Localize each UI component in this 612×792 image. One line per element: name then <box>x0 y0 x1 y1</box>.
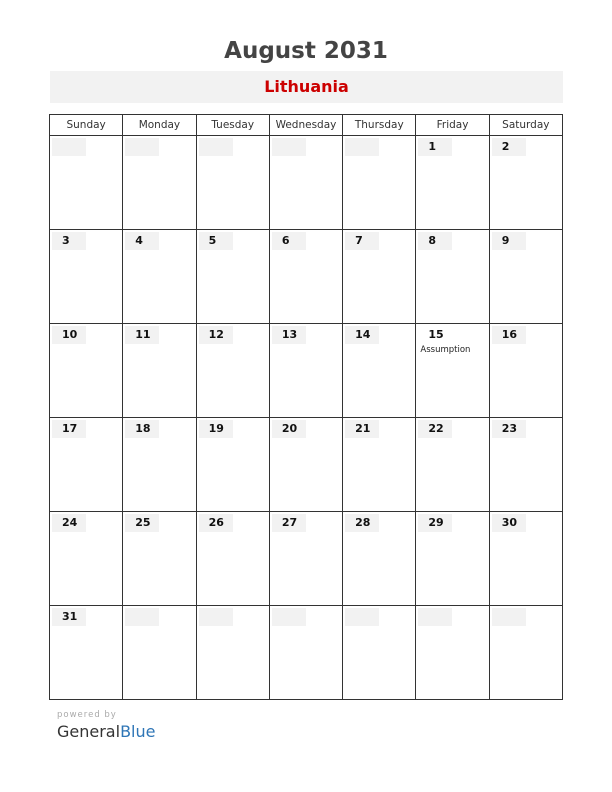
day-cell <box>416 606 489 700</box>
day-number <box>492 608 526 626</box>
day-cell <box>489 418 562 512</box>
day-cell <box>416 230 489 324</box>
day-cell <box>343 324 416 418</box>
day-number: 29 <box>418 514 452 532</box>
day-number <box>125 608 159 626</box>
day-cell <box>196 324 269 418</box>
weekday-tuesday: Tuesday <box>196 115 269 136</box>
holiday-label: Assumption <box>420 345 471 355</box>
day-number: 4 <box>125 232 159 250</box>
day-number: 30 <box>492 514 526 532</box>
weekday-thursday: Thursday <box>343 115 416 136</box>
day-cell <box>123 418 196 512</box>
day-number <box>272 608 306 626</box>
day-number: 16 <box>492 326 526 344</box>
day-number <box>199 138 233 156</box>
day-number: 11 <box>125 326 159 344</box>
week-row <box>50 418 563 512</box>
footer <box>57 710 155 741</box>
day-number: 14 <box>345 326 379 344</box>
day-number: 31 <box>52 608 86 626</box>
day-cell <box>196 418 269 512</box>
day-cell <box>123 230 196 324</box>
weekday-header-row <box>50 115 563 136</box>
day-cell <box>123 606 196 700</box>
weekday-saturday: Saturday <box>489 115 562 136</box>
brand-blue: Blue <box>120 722 156 741</box>
day-cell <box>416 324 489 418</box>
day-cell <box>416 136 489 230</box>
day-number: 17 <box>52 420 86 438</box>
day-cell <box>123 136 196 230</box>
day-number: 6 <box>272 232 306 250</box>
day-number: 24 <box>52 514 86 532</box>
day-cell <box>50 512 123 606</box>
day-cell <box>50 324 123 418</box>
day-number <box>418 608 452 626</box>
day-cell <box>269 512 342 606</box>
brand-general: General <box>57 722 121 741</box>
day-number <box>52 138 86 156</box>
day-cell <box>269 324 342 418</box>
day-cell <box>196 512 269 606</box>
day-number: 5 <box>199 232 233 250</box>
day-number: 26 <box>199 514 233 532</box>
day-cell <box>343 512 416 606</box>
day-number: 28 <box>345 514 379 532</box>
week-row <box>50 324 563 418</box>
day-cell <box>269 136 342 230</box>
day-number: 8 <box>418 232 452 250</box>
day-cell <box>123 512 196 606</box>
day-cell <box>123 324 196 418</box>
day-cell <box>489 230 562 324</box>
day-cell <box>50 136 123 230</box>
page-title: August 2031 <box>224 38 388 64</box>
weekday-monday: Monday <box>123 115 196 136</box>
weekday-sunday: Sunday <box>50 115 123 136</box>
day-number: 7 <box>345 232 379 250</box>
day-number: 3 <box>52 232 86 250</box>
week-row <box>50 606 563 700</box>
day-number <box>125 138 159 156</box>
day-cell <box>50 606 123 700</box>
day-cell <box>343 606 416 700</box>
day-cell <box>196 230 269 324</box>
weekday-wednesday: Wednesday <box>269 115 342 136</box>
weekday-friday: Friday <box>416 115 489 136</box>
day-number: 22 <box>418 420 452 438</box>
country-banner <box>50 71 563 103</box>
day-cell <box>343 136 416 230</box>
day-cell <box>50 418 123 512</box>
day-cell <box>489 606 562 700</box>
day-number: 10 <box>52 326 86 344</box>
powered-by-text: powered by <box>57 710 117 720</box>
day-number <box>272 138 306 156</box>
week-row <box>50 512 563 606</box>
calendar-grid <box>49 114 563 700</box>
day-cell <box>269 230 342 324</box>
day-number: 19 <box>199 420 233 438</box>
day-cell <box>489 324 562 418</box>
day-cell <box>343 418 416 512</box>
week-row <box>50 230 563 324</box>
day-number: 20 <box>272 420 306 438</box>
week-row <box>50 136 563 230</box>
day-cell <box>269 418 342 512</box>
day-number: 2 <box>492 138 526 156</box>
day-cell <box>489 512 562 606</box>
day-cell <box>196 136 269 230</box>
day-number: 9 <box>492 232 526 250</box>
day-number <box>345 138 379 156</box>
day-cell <box>489 136 562 230</box>
day-number: 21 <box>345 420 379 438</box>
country-name: Lithuania <box>264 77 349 96</box>
day-number: 13 <box>272 326 306 344</box>
day-number: 18 <box>125 420 159 438</box>
day-number: 15 <box>428 328 444 341</box>
day-number: 25 <box>125 514 159 532</box>
day-cell <box>196 606 269 700</box>
day-number <box>345 608 379 626</box>
day-cell <box>50 230 123 324</box>
day-number: 12 <box>199 326 233 344</box>
day-number: 27 <box>272 514 306 532</box>
day-cell <box>416 512 489 606</box>
day-number: 23 <box>492 420 526 438</box>
day-number: 1 <box>418 138 452 156</box>
day-cell <box>343 230 416 324</box>
day-cell <box>416 418 489 512</box>
brand-logo[interactable] <box>57 722 155 741</box>
day-cell <box>269 606 342 700</box>
day-number <box>199 608 233 626</box>
